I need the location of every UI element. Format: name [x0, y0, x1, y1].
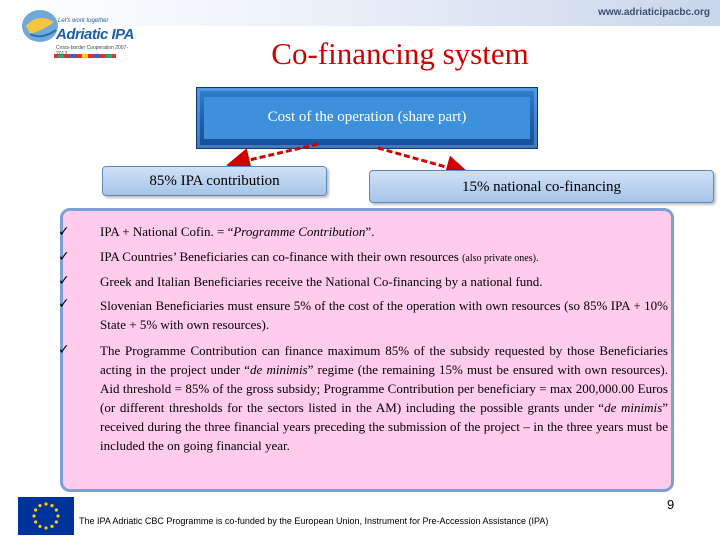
ipa-contribution-box: 85% IPA contribution [102, 166, 327, 196]
eu-star-icon [55, 520, 58, 523]
arrow-to-national-cofinancing [378, 148, 464, 172]
eu-star-icon [56, 514, 59, 517]
bullet-text: The Programme Contribution can finance maximum 85% of the subsidy requested by those Beneficiaries acting in the project under “ [100, 343, 668, 377]
arrow-to-ipa-contribution [232, 144, 318, 164]
website-url: www.adriaticipacbc.org [598, 7, 710, 18]
page-number: 9 [667, 497, 675, 512]
bullet-text: ” regime (the remaining 15% must be ensured with own resources). Aid threshold = 85% of the gross subsidy; Programme Contribution per beneficiary = max 200,000.00 Euros (or different thresholds for the sectors listed in the AM) including the possible grants under “ [100, 362, 668, 415]
eu-flag-icon [18, 497, 74, 535]
bullet-text: ”. [365, 224, 375, 239]
eu-star-icon [50, 525, 53, 528]
bullet-small-note: (also private ones). [462, 253, 539, 264]
bullet-programme-contribution [100, 222, 668, 241]
check-icon: ✓ [58, 342, 70, 358]
eu-star-icon [55, 508, 58, 511]
bullet-emphasis: de minimis [250, 362, 308, 377]
bullet-text: ” received during the three financial years preceding the submission of the project – in the three years must be included the on going financial year. [100, 400, 668, 453]
logo-tagline: Let's work together [58, 18, 109, 24]
eu-star-icon [34, 508, 37, 511]
national-cofinancing-box: 15% national co-financing [369, 170, 714, 203]
eu-star-icon [44, 502, 47, 505]
bullet-greek-italian: Greek and Italian Beneficiaries receive the National Co-financing by a national fund. [100, 274, 543, 289]
bullet-text: IPA Countries’ Beneficiaries can co-finance with their own resources [100, 249, 463, 264]
eu-star-icon [44, 526, 47, 529]
bullet-emphasis: de minimis [604, 400, 663, 415]
eu-star-icon [38, 525, 41, 528]
bullet-emphasis: Programme Contribution [233, 224, 366, 239]
bullet-de-minimis [100, 341, 668, 455]
cost-box-label: Cost of the operation (share part) [267, 109, 467, 125]
eu-star-icon [50, 504, 53, 507]
logo-subtitle: Cross-border Cooperation 2007-2013 [56, 45, 128, 57]
slide-title: Co-financing system [271, 36, 529, 71]
check-icon: ✓ [58, 296, 70, 312]
check-icon: ✓ [58, 224, 70, 240]
eu-star-icon [34, 520, 37, 523]
check-icon: ✓ [58, 273, 70, 289]
eu-star-icon [38, 504, 41, 507]
footer-note: The IPA Adriatic CBC Programme is co-funded by the European Union, Instrument for Pre-Accession Assistance (IPA) [79, 516, 549, 526]
bullet-ipa-countries [100, 247, 668, 268]
bullet-slovenian: Slovenian Beneficiaries must ensure 5% of the cost of the operation with own resources (so 85% IPA + 10% State + 5% with own resources). [100, 298, 668, 332]
check-icon: ✓ [58, 249, 70, 265]
bullet-text: IPA + National Cofin. = “ [100, 224, 234, 239]
logo-name: Adriatic IPA [56, 26, 134, 43]
eu-star-icon [32, 514, 35, 517]
